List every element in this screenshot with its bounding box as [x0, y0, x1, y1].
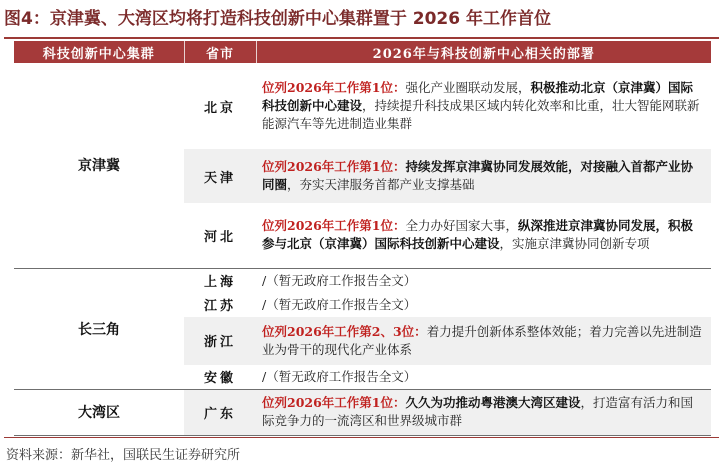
- table-row: [14, 268, 711, 293]
- desc-text: 全力办好国家大事，: [405, 218, 519, 234]
- cluster-changsanjiao: 长三角: [14, 268, 184, 389]
- province-shanghai: 上海: [184, 268, 256, 293]
- province-guangdong: 广东: [184, 389, 256, 435]
- desc-text: ，持续提升科技成果区域内转化效率和比重，壮大智能网联新能源汽车等先进制造业集群: [262, 98, 700, 131]
- table-row: [14, 389, 711, 435]
- title-divider: [4, 37, 719, 39]
- rank-label: 位列2026年工作第1位：: [262, 159, 406, 174]
- desc-emphasis: 积极推动北京（京津冀）国际科技创新中心建设: [262, 80, 694, 113]
- desc-text: ，实施京津冀协同创新专项: [499, 236, 650, 252]
- desc-emphasis: 纵深推进京津冀协同发展，积极参与北京（京津冀）国际科技创新中心建设: [262, 218, 694, 252]
- rank-label: 位列2026年工作第1位：: [262, 218, 406, 234]
- header-deployment: 2026年与科技创新中心相关的部署: [256, 41, 711, 63]
- cluster-jingjinji: 京津冀: [14, 63, 184, 268]
- deployment-hebei: [256, 203, 711, 268]
- desc-text: 强化产业圈联动发展，: [405, 80, 531, 95]
- header-cluster: 科技创新中心集群: [14, 41, 184, 63]
- rank-label: 位列2026年工作第1位：: [262, 80, 406, 95]
- desc-emphasis: 久久为功推动粤港澳大湾区建设: [405, 395, 581, 410]
- deployment-table: [14, 41, 711, 436]
- deployment-tianjin: [256, 149, 711, 203]
- figure-title: 图4：京津冀、大湾区均将打造科技创新中心集群置于 2026 年工作首位: [4, 9, 551, 29]
- deployment-beijing: [256, 63, 711, 149]
- province-tianjin: 天津: [184, 149, 256, 203]
- deployment-jiangsu: /（暂无政府工作报告全文）: [256, 293, 711, 317]
- cluster-dawanqu: 大湾区: [14, 389, 184, 435]
- province-jiangsu: 江苏: [184, 293, 256, 317]
- desc-text: ，打造富有活力和国际竞争力的一流湾区和世界级城市群: [262, 395, 694, 428]
- table-row: [14, 63, 711, 149]
- province-hebei: 河北: [184, 203, 256, 268]
- deployment-shanghai: /（暂无政府工作报告全文）: [256, 268, 711, 293]
- table-header-row: [14, 41, 711, 63]
- header-province: 省市: [184, 41, 256, 63]
- desc-emphasis: 持续发挥京津冀协同发展效能，对接融入首都产业协同圈: [262, 159, 694, 192]
- deployment-guangdong: [256, 389, 711, 435]
- deployment-anhui: /（暂无政府工作报告全文）: [256, 365, 711, 390]
- rank-label: 位列2026年工作第1位：: [262, 395, 406, 410]
- province-anhui: 安徽: [184, 365, 256, 390]
- desc-text: 着力提升创新体系整体效能；着力完善以先进制造业为骨干的现代化产业体系: [262, 323, 702, 357]
- deployment-zhejiang: [256, 317, 711, 365]
- province-zhejiang: 浙江: [184, 317, 256, 365]
- desc-text: ，夯实天津服务首都产业支撑基础: [287, 177, 475, 192]
- source-note: 资料来源：新华社，国联民生证券研究所: [6, 448, 241, 463]
- province-beijing: 北京: [184, 63, 256, 149]
- bottom-divider: [4, 437, 719, 438]
- rank-label: 位列2026年工作第2、3位：: [262, 323, 427, 339]
